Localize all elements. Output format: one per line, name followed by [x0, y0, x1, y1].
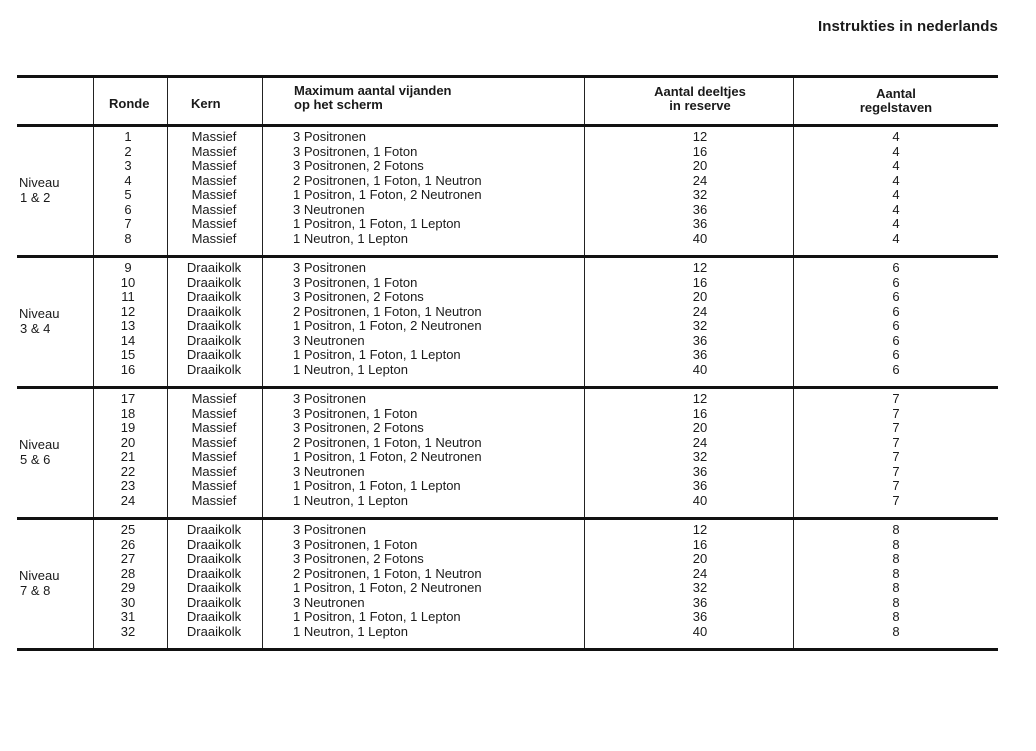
niveau-label-line2: 5 & 6	[20, 452, 51, 467]
control-rods-cell: 6	[892, 260, 900, 275]
column-divider	[93, 78, 94, 124]
table-bottom-rule	[17, 648, 998, 651]
kern-cell: Draaikolk	[186, 565, 242, 581]
ronde-cell: 27	[120, 551, 136, 566]
reserve-cell: 20	[692, 420, 708, 435]
niveau-label-line1: Niveau	[19, 306, 60, 321]
column-divider	[262, 78, 263, 124]
ronde-cell: 21	[120, 449, 136, 464]
max-enemies-cell: 3 Positronen, 1 Foton	[293, 536, 418, 552]
kern-cell: Massief	[191, 172, 237, 188]
column-divider	[584, 78, 585, 124]
table-body	[17, 124, 998, 651]
header-max-line1: Maximum aantal vijanden	[294, 83, 452, 98]
control-rods-cell: 6	[892, 289, 900, 304]
niveau-label-line1: Niveau	[19, 437, 60, 452]
control-rods-cell: 8	[892, 594, 900, 610]
kern-cell: Draaikolk	[186, 594, 242, 610]
level-group	[17, 520, 998, 648]
table-row	[17, 392, 998, 407]
max-enemies-cell: 1 Neutron, 1 Lepton	[293, 361, 408, 377]
max-enemies-cell: 1 Positron, 1 Foton, 1 Lepton	[293, 347, 461, 362]
control-rods-cell: 7	[892, 492, 900, 508]
control-rods-cell: 7	[892, 478, 900, 493]
header-kern: Kern	[191, 96, 221, 111]
max-enemies-cell: 3 Neutronen	[293, 594, 365, 610]
table-row	[17, 479, 998, 494]
control-rods-cell: 8	[892, 623, 900, 639]
table-row	[17, 130, 998, 145]
max-enemies-cell: 3 Positronen, 2 Fotons	[293, 551, 424, 566]
table-row	[17, 625, 998, 640]
max-enemies-cell: 3 Positronen	[293, 129, 366, 144]
ronde-cell: 9	[124, 260, 132, 275]
max-enemies-cell: 3 Positronen	[293, 260, 366, 275]
table-header	[17, 78, 998, 124]
reserve-cell: 40	[692, 230, 708, 246]
max-enemies-cell: 3 Neutronen	[293, 463, 365, 479]
level-group	[17, 127, 998, 255]
max-enemies-cell: 1 Positron, 1 Foton, 2 Neutronen	[293, 318, 482, 333]
control-rods-cell: 4	[892, 187, 900, 202]
kern-cell: Draaikolk	[186, 551, 242, 566]
ronde-cell: 28	[120, 565, 136, 581]
reserve-cell: 12	[692, 129, 708, 144]
ronde-cell: 7	[124, 216, 132, 231]
kern-cell: Massief	[191, 230, 237, 246]
max-enemies-cell: 3 Positronen	[293, 391, 366, 406]
reserve-cell: 24	[692, 434, 708, 450]
reserve-cell: 36	[692, 594, 708, 610]
table-row	[17, 188, 998, 203]
max-enemies-cell: 2 Positronen, 1 Foton, 1 Neutron	[293, 565, 482, 581]
control-rods-cell: 8	[892, 609, 900, 624]
table-row	[17, 494, 998, 509]
table-row	[17, 363, 998, 378]
ronde-cell: 20	[120, 434, 136, 450]
ronde-cell: 23	[120, 478, 136, 493]
max-enemies-cell: 3 Positronen	[293, 522, 366, 537]
kern-cell: Massief	[191, 434, 237, 450]
ronde-cell: 18	[120, 405, 136, 421]
kern-cell: Massief	[191, 391, 237, 406]
header-ronde: Ronde	[109, 96, 150, 111]
table-row	[17, 581, 998, 596]
reserve-cell: 20	[692, 158, 708, 173]
kern-cell: Massief	[191, 463, 237, 479]
ronde-cell: 24	[120, 492, 136, 508]
max-enemies-cell: 1 Positron, 1 Foton, 1 Lepton	[293, 478, 461, 493]
reserve-cell: 24	[692, 303, 708, 319]
kern-cell: Massief	[191, 187, 237, 202]
levels-table	[17, 75, 998, 651]
kern-cell: Massief	[191, 201, 237, 217]
niveau-label-line2: 1 & 2	[20, 190, 51, 205]
control-rods-cell: 4	[892, 216, 900, 231]
ronde-cell: 25	[120, 522, 136, 537]
reserve-cell: 40	[692, 623, 708, 639]
table-row	[17, 232, 998, 247]
table-row	[17, 552, 998, 567]
header-reserve-line2: in reserve	[669, 98, 731, 113]
control-rods-cell: 7	[892, 420, 900, 435]
kern-cell: Massief	[191, 492, 237, 508]
control-rods-cell: 4	[892, 230, 900, 246]
ronde-cell: 15	[120, 347, 136, 362]
kern-cell: Draaikolk	[186, 522, 242, 537]
niveau-label-line1: Niveau	[19, 175, 60, 190]
reserve-cell: 24	[692, 172, 708, 188]
reserve-cell: 16	[692, 143, 708, 159]
control-rods-cell: 4	[892, 158, 900, 173]
reserve-cell: 36	[692, 201, 708, 217]
ronde-cell: 31	[120, 609, 136, 624]
reserve-cell: 36	[692, 609, 708, 624]
max-enemies-cell: 3 Positronen, 1 Foton	[293, 405, 418, 421]
reserve-cell: 40	[692, 492, 708, 508]
kern-cell: Massief	[191, 405, 237, 421]
table-row	[17, 348, 998, 363]
max-enemies-cell: 1 Neutron, 1 Lepton	[293, 492, 408, 508]
ronde-cell: 3	[124, 158, 132, 173]
max-enemies-cell: 3 Positronen, 1 Foton	[293, 143, 418, 159]
reserve-cell: 36	[692, 463, 708, 479]
kern-cell: Draaikolk	[186, 609, 242, 624]
table-row	[17, 567, 998, 582]
reserve-cell: 32	[692, 318, 708, 333]
ronde-cell: 4	[124, 172, 132, 188]
table-row	[17, 596, 998, 611]
control-rods-cell: 4	[892, 129, 900, 144]
ronde-cell: 22	[120, 463, 136, 479]
ronde-cell: 14	[120, 332, 136, 348]
max-enemies-cell: 3 Positronen, 1 Foton	[293, 274, 418, 290]
table-row	[17, 450, 998, 465]
kern-cell: Massief	[191, 420, 237, 435]
kern-cell: Draaikolk	[186, 580, 242, 595]
control-rods-cell: 7	[892, 434, 900, 450]
reserve-cell: 24	[692, 565, 708, 581]
control-rods-cell: 8	[892, 565, 900, 581]
reserve-cell: 36	[692, 332, 708, 348]
max-enemies-cell: 2 Positronen, 1 Foton, 1 Neutron	[293, 303, 482, 319]
max-enemies-cell: 2 Positronen, 1 Foton, 1 Neutron	[293, 434, 482, 450]
ronde-cell: 12	[120, 303, 136, 319]
kern-cell: Draaikolk	[186, 361, 242, 377]
control-rods-cell: 7	[892, 405, 900, 421]
table-row	[17, 610, 998, 625]
control-rods-cell: 4	[892, 143, 900, 159]
table-row	[17, 436, 998, 451]
ronde-cell: 10	[120, 274, 136, 290]
control-rods-cell: 8	[892, 522, 900, 537]
control-rods-cell: 6	[892, 361, 900, 377]
reserve-cell: 36	[692, 478, 708, 493]
max-enemies-cell: 1 Positron, 1 Foton, 2 Neutronen	[293, 449, 482, 464]
kern-cell: Draaikolk	[186, 318, 242, 333]
table-row	[17, 145, 998, 160]
ronde-cell: 29	[120, 580, 136, 595]
reserve-cell: 12	[692, 522, 708, 537]
control-rods-cell: 7	[892, 449, 900, 464]
ronde-cell: 2	[124, 143, 132, 159]
max-enemies-cell: 1 Neutron, 1 Lepton	[293, 623, 408, 639]
reserve-cell: 12	[692, 260, 708, 275]
control-rods-cell: 4	[892, 201, 900, 217]
table-row	[17, 334, 998, 349]
table-row	[17, 421, 998, 436]
kern-cell: Draaikolk	[186, 623, 242, 639]
max-enemies-cell: 3 Neutronen	[293, 332, 365, 348]
level-group	[17, 258, 998, 386]
control-rods-cell: 6	[892, 332, 900, 348]
kern-cell: Draaikolk	[186, 332, 242, 348]
reserve-cell: 40	[692, 361, 708, 377]
level-group	[17, 389, 998, 517]
table-row	[17, 538, 998, 553]
control-rods-cell: 8	[892, 580, 900, 595]
ronde-cell: 11	[121, 289, 135, 304]
ronde-cell: 6	[124, 201, 132, 217]
max-enemies-cell: 3 Positronen, 2 Fotons	[293, 158, 424, 173]
kern-cell: Draaikolk	[186, 289, 242, 304]
ronde-cell: 30	[120, 594, 136, 610]
kern-cell: Massief	[191, 478, 237, 493]
table-row	[17, 203, 998, 218]
ronde-cell: 1	[124, 129, 132, 144]
kern-cell: Massief	[191, 449, 237, 464]
table-row	[17, 523, 998, 538]
page-heading: Instrukties in nederlands	[817, 18, 998, 35]
reserve-cell: 32	[692, 580, 708, 595]
kern-cell: Draaikolk	[186, 274, 242, 290]
header-max-line2: op het scherm	[294, 97, 383, 112]
max-enemies-cell: 2 Positronen, 1 Foton, 1 Neutron	[293, 172, 482, 188]
control-rods-cell: 8	[892, 551, 900, 566]
reserve-cell: 36	[692, 347, 708, 362]
niveau-label-line2: 7 & 8	[20, 583, 51, 598]
kern-cell: Draaikolk	[186, 347, 242, 362]
ronde-cell: 32	[120, 623, 136, 639]
kern-cell: Massief	[191, 143, 237, 159]
control-rods-cell: 8	[892, 536, 900, 552]
control-rods-cell: 6	[892, 318, 900, 333]
max-enemies-cell: 1 Positron, 1 Foton, 1 Lepton	[293, 609, 461, 624]
ronde-cell: 16	[120, 361, 136, 377]
niveau-label-line2: 3 & 4	[20, 321, 51, 336]
max-enemies-cell: 1 Positron, 1 Foton, 2 Neutronen	[293, 187, 482, 202]
max-enemies-cell: 1 Positron, 1 Foton, 2 Neutronen	[293, 580, 482, 595]
kern-cell: Massief	[191, 129, 237, 144]
max-enemies-cell: 1 Neutron, 1 Lepton	[293, 230, 408, 246]
table-row	[17, 159, 998, 174]
max-enemies-cell: 3 Neutronen	[293, 201, 365, 217]
reserve-cell: 32	[692, 187, 708, 202]
max-enemies-cell: 3 Positronen, 2 Fotons	[293, 289, 424, 304]
control-rods-cell: 7	[892, 391, 900, 406]
kern-cell: Massief	[191, 158, 237, 173]
table-row	[17, 305, 998, 320]
header-regel-line2: regelstaven	[859, 100, 933, 115]
header-reserve-line1: Aantal deeltjes	[654, 84, 746, 99]
table-row	[17, 174, 998, 189]
reserve-cell: 16	[692, 274, 708, 290]
table-row	[17, 261, 998, 276]
control-rods-cell: 6	[892, 347, 900, 362]
table-row	[17, 407, 998, 422]
ronde-cell: 8	[124, 230, 132, 246]
table-row	[17, 319, 998, 334]
kern-cell: Massief	[191, 216, 237, 231]
table-row	[17, 276, 998, 291]
kern-cell: Draaikolk	[186, 260, 242, 275]
reserve-cell: 36	[692, 216, 708, 231]
reserve-cell: 20	[692, 289, 708, 304]
kern-cell: Draaikolk	[186, 303, 242, 319]
table-row	[17, 290, 998, 305]
ronde-cell: 5	[124, 187, 132, 202]
ronde-cell: 17	[120, 391, 136, 406]
reserve-cell: 32	[692, 449, 708, 464]
max-enemies-cell: 3 Positronen, 2 Fotons	[293, 420, 424, 435]
ronde-cell: 19	[120, 420, 136, 435]
control-rods-cell: 4	[892, 172, 900, 188]
table-row	[17, 465, 998, 480]
reserve-cell: 20	[692, 551, 708, 566]
control-rods-cell: 6	[892, 274, 900, 290]
max-enemies-cell: 1 Positron, 1 Foton, 1 Lepton	[293, 216, 461, 231]
reserve-cell: 16	[692, 536, 708, 552]
niveau-label-line1: Niveau	[19, 568, 60, 583]
reserve-cell: 16	[692, 405, 708, 421]
column-divider	[167, 78, 168, 124]
control-rods-cell: 7	[892, 463, 900, 479]
ronde-cell: 26	[120, 536, 136, 552]
reserve-cell: 12	[692, 391, 708, 406]
ronde-cell: 13	[120, 318, 136, 333]
kern-cell: Draaikolk	[186, 536, 242, 552]
header-regel-line1: Aantal	[876, 86, 916, 101]
control-rods-cell: 6	[892, 303, 900, 319]
table-row	[17, 217, 998, 232]
